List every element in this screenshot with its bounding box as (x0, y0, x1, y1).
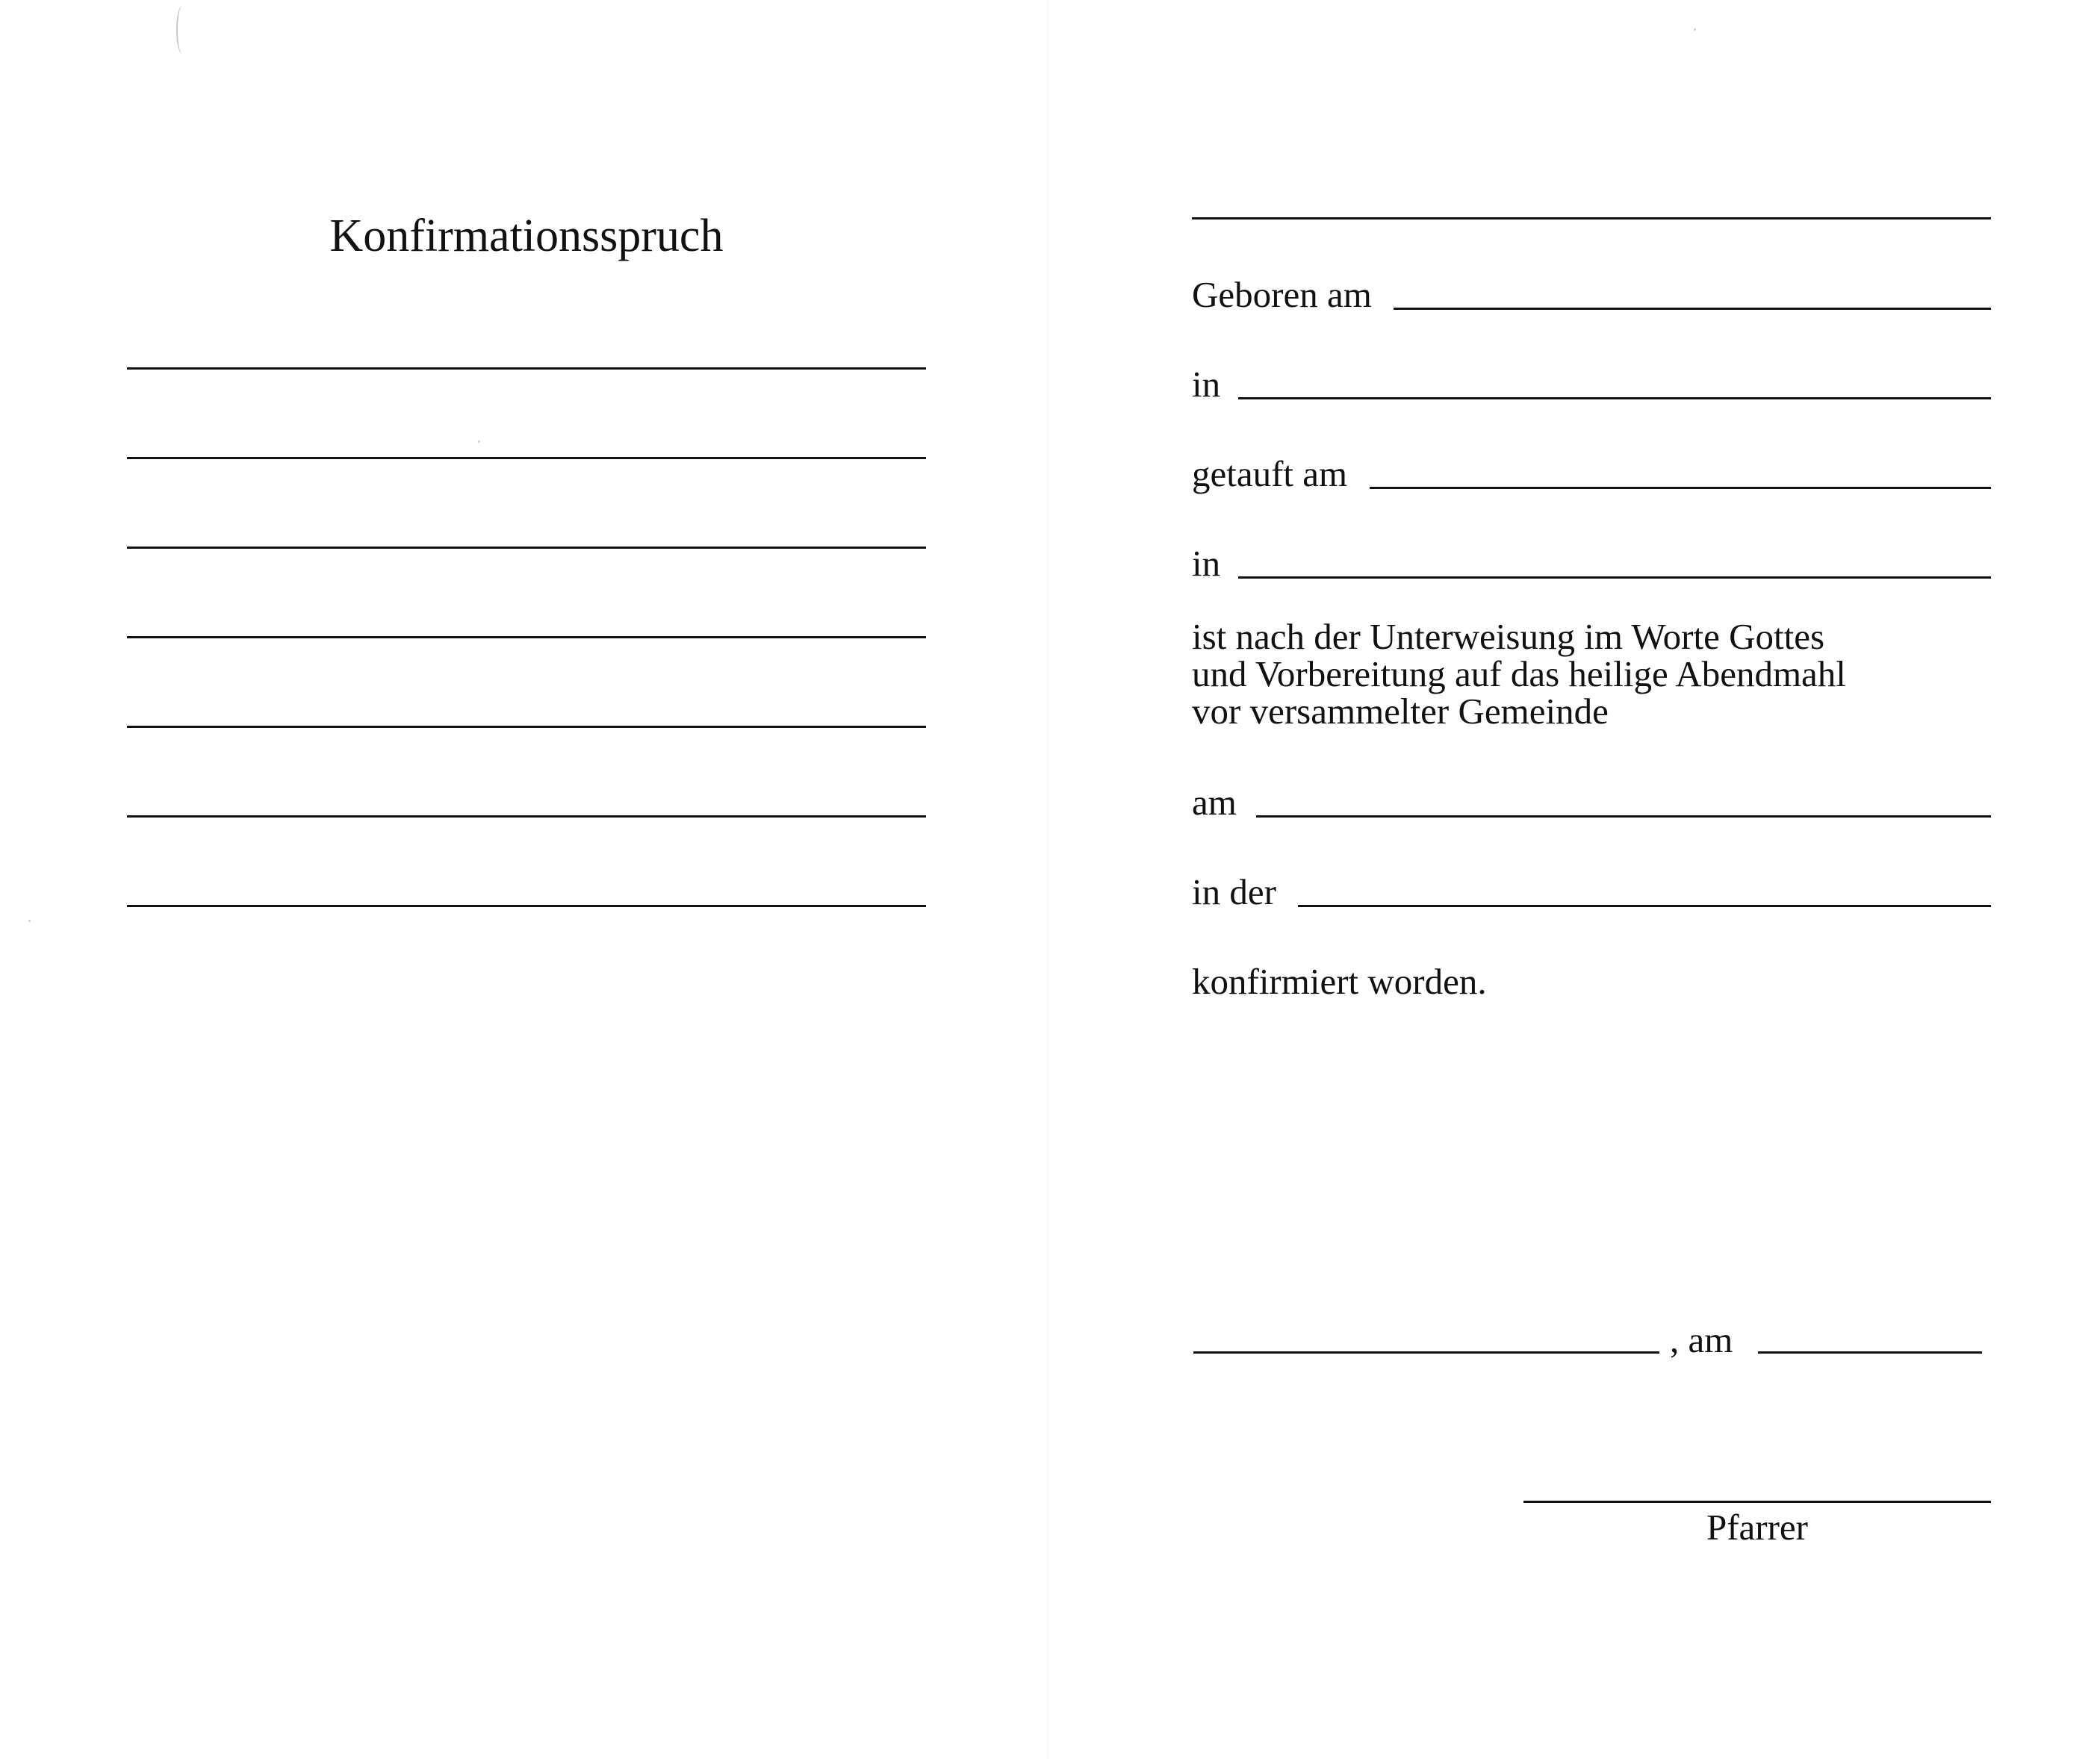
baptized-label: getauft am (1192, 453, 1348, 494)
confirmation-statement (1192, 618, 1846, 730)
page-fold (1048, 0, 1049, 1759)
confirmation-date-field[interactable] (1256, 815, 1991, 818)
scan-speck (28, 920, 31, 922)
baptized-place-field[interactable] (1238, 576, 1991, 579)
verse-line-1[interactable] (127, 367, 926, 370)
born-place-label: in (1192, 364, 1221, 405)
born-place-field[interactable] (1238, 397, 1991, 399)
scan-artifact-mark (176, 6, 188, 54)
pastor-role-label: Pfarrer (1706, 1507, 1809, 1548)
signature-place-field[interactable] (1193, 1351, 1659, 1354)
church-field[interactable] (1298, 905, 1991, 907)
born-label: Geboren am (1192, 274, 1372, 315)
signature-date-separator: , am (1670, 1319, 1733, 1360)
born-date-field[interactable] (1394, 308, 1991, 310)
verse-line-4[interactable] (127, 636, 926, 638)
verse-line-7[interactable] (127, 905, 926, 907)
statement-line-2: und Vorbereitung auf das heilige Abendmahl (1192, 653, 1846, 694)
scan-speck (478, 440, 480, 443)
verse-line-5[interactable] (127, 726, 926, 728)
signature-date-field[interactable] (1758, 1351, 1982, 1354)
scan-speck (1694, 28, 1696, 31)
baptized-place-label: in (1192, 543, 1221, 584)
statement-line-1: ist nach der Unterweisung im Worte Gottes (1192, 616, 1825, 657)
church-label: in der (1192, 871, 1276, 912)
page-title: Konfirmationsspruch (329, 211, 724, 261)
closing-text: konfirmiert worden. (1192, 961, 1487, 1002)
statement-line-3: vor versammelter Gemeinde (1192, 691, 1609, 732)
verse-line-2[interactable] (127, 457, 926, 459)
baptized-date-field[interactable] (1370, 487, 1991, 489)
name-field-line[interactable] (1192, 217, 1991, 220)
pastor-signature-line[interactable] (1523, 1501, 1991, 1503)
verse-line-6[interactable] (127, 815, 926, 818)
verse-line-3[interactable] (127, 547, 926, 549)
confirmation-date-label: am (1192, 782, 1237, 823)
